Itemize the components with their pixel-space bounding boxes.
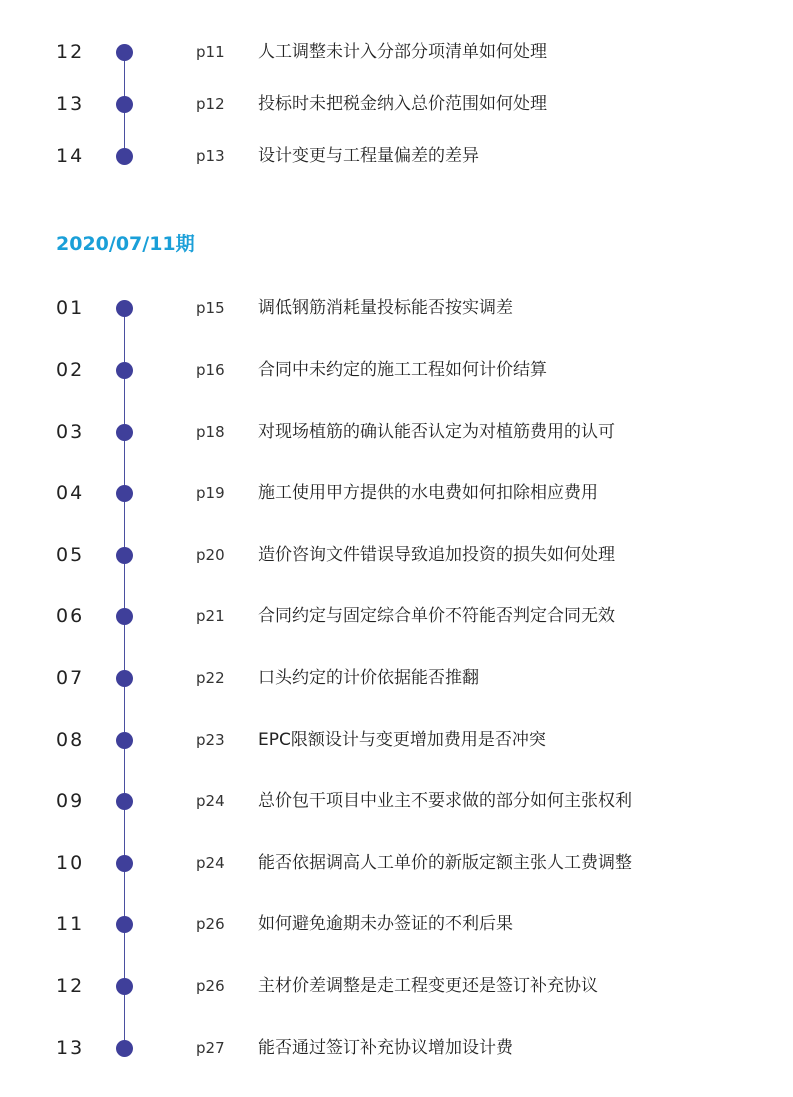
entry-title[interactable]: 施工使用甲方提供的水电费如何扣除相应费用	[258, 483, 598, 503]
entry-title[interactable]: 口头约定的计价依据能否推翻	[258, 668, 479, 688]
entry-title[interactable]: 能否依据调高人工单价的新版定额主张人工费调整	[258, 853, 632, 873]
entry-page: p27	[196, 1039, 225, 1057]
entry-title[interactable]: 人工调整未计入分部分项清单如何处理	[258, 42, 547, 62]
toc-entry[interactable]	[0, 971, 793, 1001]
entry-title[interactable]: 投标时未把税金纳入总价范围如何处理	[258, 94, 547, 114]
entry-page: p23	[196, 731, 225, 749]
toc-entry[interactable]	[0, 355, 793, 385]
entry-page: p12	[196, 95, 225, 113]
entry-page: p15	[196, 299, 225, 317]
entry-number: 13	[56, 93, 85, 115]
entry-page: p26	[196, 915, 225, 933]
entry-number: 06	[56, 605, 85, 627]
entry-number: 02	[56, 359, 85, 381]
timeline-dot	[116, 485, 133, 502]
timeline-dot	[116, 793, 133, 810]
entry-title[interactable]: 主材价差调整是走工程变更还是签订补充协议	[258, 976, 598, 996]
timeline-dot	[116, 608, 133, 625]
entry-number: 12	[56, 41, 85, 63]
entry-page: p20	[196, 546, 225, 564]
timeline-dot	[116, 362, 133, 379]
entry-title[interactable]: 能否通过签订补充协议增加设计费	[258, 1038, 513, 1058]
toc-entry[interactable]	[0, 909, 793, 939]
entry-title[interactable]: EPC限额设计与变更增加费用是否冲突	[258, 730, 546, 750]
timeline-dot	[116, 670, 133, 687]
toc-entry[interactable]	[0, 293, 793, 323]
entry-title[interactable]: 合同约定与固定综合单价不符能否判定合同无效	[258, 606, 615, 626]
entry-title[interactable]: 对现场植筋的确认能否认定为对植筋费用的认可	[258, 422, 615, 442]
entry-page: p24	[196, 854, 225, 872]
toc-entry[interactable]	[0, 663, 793, 693]
toc-entry[interactable]	[0, 478, 793, 508]
entry-number: 05	[56, 544, 85, 566]
entry-number: 09	[56, 790, 85, 812]
entry-page: p16	[196, 361, 225, 379]
entry-number: 01	[56, 297, 85, 319]
entry-number: 11	[56, 913, 85, 935]
timeline-dot	[116, 1040, 133, 1057]
timeline-dot	[116, 978, 133, 995]
entry-page: p19	[196, 484, 225, 502]
timeline-dot	[116, 732, 133, 749]
entry-page: p18	[196, 423, 225, 441]
toc-entry[interactable]	[0, 1033, 793, 1063]
entry-title[interactable]: 如何避免逾期未办签证的不利后果	[258, 914, 513, 934]
entry-title[interactable]: 设计变更与工程量偏差的差异	[258, 146, 479, 166]
entry-number: 14	[56, 145, 85, 167]
entry-number: 10	[56, 852, 85, 874]
issue-heading: 2020/07/11期	[56, 233, 195, 255]
entry-page: p21	[196, 607, 225, 625]
timeline-dot	[116, 855, 133, 872]
entry-number: 03	[56, 421, 85, 443]
timeline-dot	[116, 916, 133, 933]
timeline-dot	[116, 300, 133, 317]
entry-number: 08	[56, 729, 85, 751]
entry-number: 07	[56, 667, 85, 689]
entry-number: 13	[56, 1037, 85, 1059]
entry-number: 12	[56, 975, 85, 997]
entry-title[interactable]: 造价咨询文件错误导致追加投资的损失如何处理	[258, 545, 615, 565]
toc-entry[interactable]	[0, 540, 793, 570]
toc-entry[interactable]	[0, 725, 793, 755]
entry-title[interactable]: 调低钢筋消耗量投标能否按实调差	[258, 298, 513, 318]
toc-entry[interactable]	[0, 601, 793, 631]
entry-page: p22	[196, 669, 225, 687]
toc-entry[interactable]	[0, 786, 793, 816]
entry-title[interactable]: 总价包干项目中业主不要求做的部分如何主张权利	[258, 791, 632, 811]
toc-entry[interactable]	[0, 848, 793, 878]
entry-title[interactable]: 合同中未约定的施工工程如何计价结算	[258, 360, 547, 380]
timeline-dot	[116, 424, 133, 441]
entry-page: p11	[196, 43, 225, 61]
entry-page: p24	[196, 792, 225, 810]
toc-entry[interactable]	[0, 417, 793, 447]
entry-page: p13	[196, 147, 225, 165]
entry-page: p26	[196, 977, 225, 995]
entry-number: 04	[56, 482, 85, 504]
timeline-dot	[116, 547, 133, 564]
